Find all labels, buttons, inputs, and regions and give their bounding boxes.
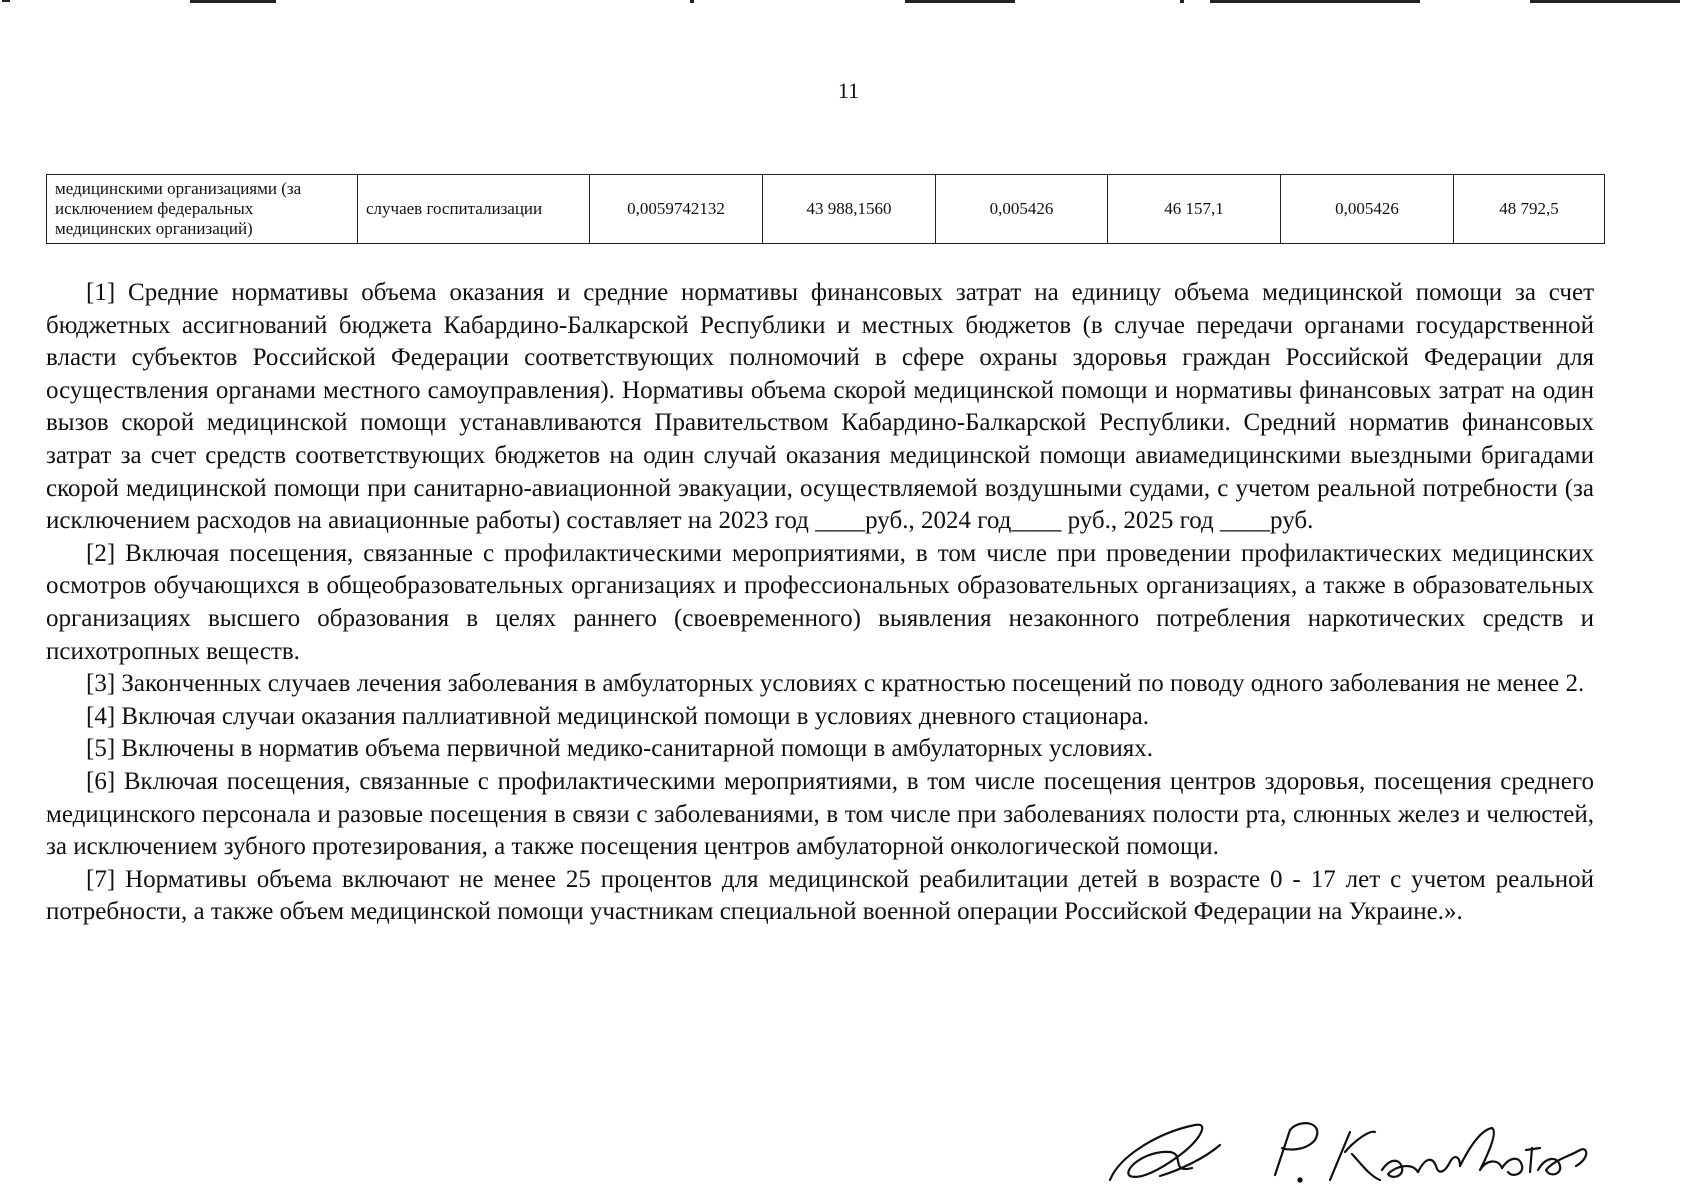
table-cell-unit: случаев госпитализации bbox=[358, 175, 590, 244]
footnote-2: [2] Включая посещения, связанные с профилактическими мероприятиями, в том числе при проведении профилактических медицинских осмотров обучающихся в общеобразовательных организациях и профессиональных образовательных организациях, а также в образовательных организациях высшего образования в целях раннего (своевременного) выявления незаконного потребления наркотических средств и психотропных веществ. bbox=[46, 539, 1594, 665]
footnotes bbox=[46, 277, 1594, 929]
table-cell-value: 0,005426 bbox=[1281, 175, 1454, 244]
table-cell-value: 46 157,1 bbox=[1108, 175, 1281, 244]
table-cell-description: медицинскими организациями (за исключением федеральных медицинских организаций) bbox=[47, 175, 358, 244]
footnote-6: [6] Включая посещения, связанные с профилактическими мероприятиями, в том числе посещения центров здоровья, посещения среднего медицинского персонала и разовые посещения в связи с заболеваниями, в том числе при заболеваниях полости рта, слюнных желез и челюстей, за исключением зубного протезирования, а также посещения центров амбулаторной онкологической помощи. bbox=[46, 767, 1594, 861]
footnote-4: [4] Включая случаи оказания паллиативной медицинской помощи в условиях дневного стационара. bbox=[86, 702, 1149, 730]
footnote-1: [1] Средние нормативы объема оказания и средние нормативы финансовых затрат на единицу объема медицинской помощи за счет бюджетных ассигнований бюджета Кабардино-Балкарской Республики и местных бюджетов (в случае передачи органами государственной власти субъектов Российской Федерации соответствующих полномочий в сфере охраны здоровья граждан Российской Федерации для осуществления органами местного самоуправления). Нормативы объема скорой медицинской помощи и нормативы финансовых затрат на один вызов скорой медицинской помощи устанавливаются Правительством Кабардино-Балкарской Республики. Средний норматив финансовых затрат за счет средств соответствующих бюджетов на один случай оказания медицинской помощи авиамедицинскими выездными бригадами скорой медицинской помощи при санитарно-авиационной эвакуации, осуществляемой воздушными судами, с учетом реальной потребности (за исключением расходов на авиационные работы) составляет на 2023 год ____руб., 2024 год____ руб., 2025 год ____руб. bbox=[46, 279, 1594, 535]
table-cell-value: 0,0059742132 bbox=[590, 175, 763, 244]
footnote-3: [3] Законченных случаев лечения заболевания в амбулаторных условиях с кратностью посещений по поводу одного заболевания не менее 2. bbox=[86, 670, 1585, 698]
footnote-7: [7] Нормативы объема включают не менее 25 процентов для медицинской реабилитации детей в возрасте 0 - 17 лет с учетом реальной потребности, а также объем медицинской помощи участникам специальной военной операции Российской Федерации на Украине.». bbox=[46, 865, 1594, 926]
page-number: 11 bbox=[837, 78, 860, 103]
table-cell-value: 43 988,1560 bbox=[763, 175, 936, 244]
footnote-5: [5] Включены в норматив объема первичной медико-санитарной помощи в амбулаторных условиях. bbox=[86, 735, 1154, 763]
table-row bbox=[47, 175, 1605, 244]
handwritten-signature bbox=[1100, 1110, 1600, 1190]
table-cell-value: 48 792,5 bbox=[1454, 175, 1605, 244]
scan-artifacts bbox=[0, 0, 1697, 8]
table-cell-value: 0,005426 bbox=[936, 175, 1108, 244]
data-table bbox=[46, 174, 1605, 244]
